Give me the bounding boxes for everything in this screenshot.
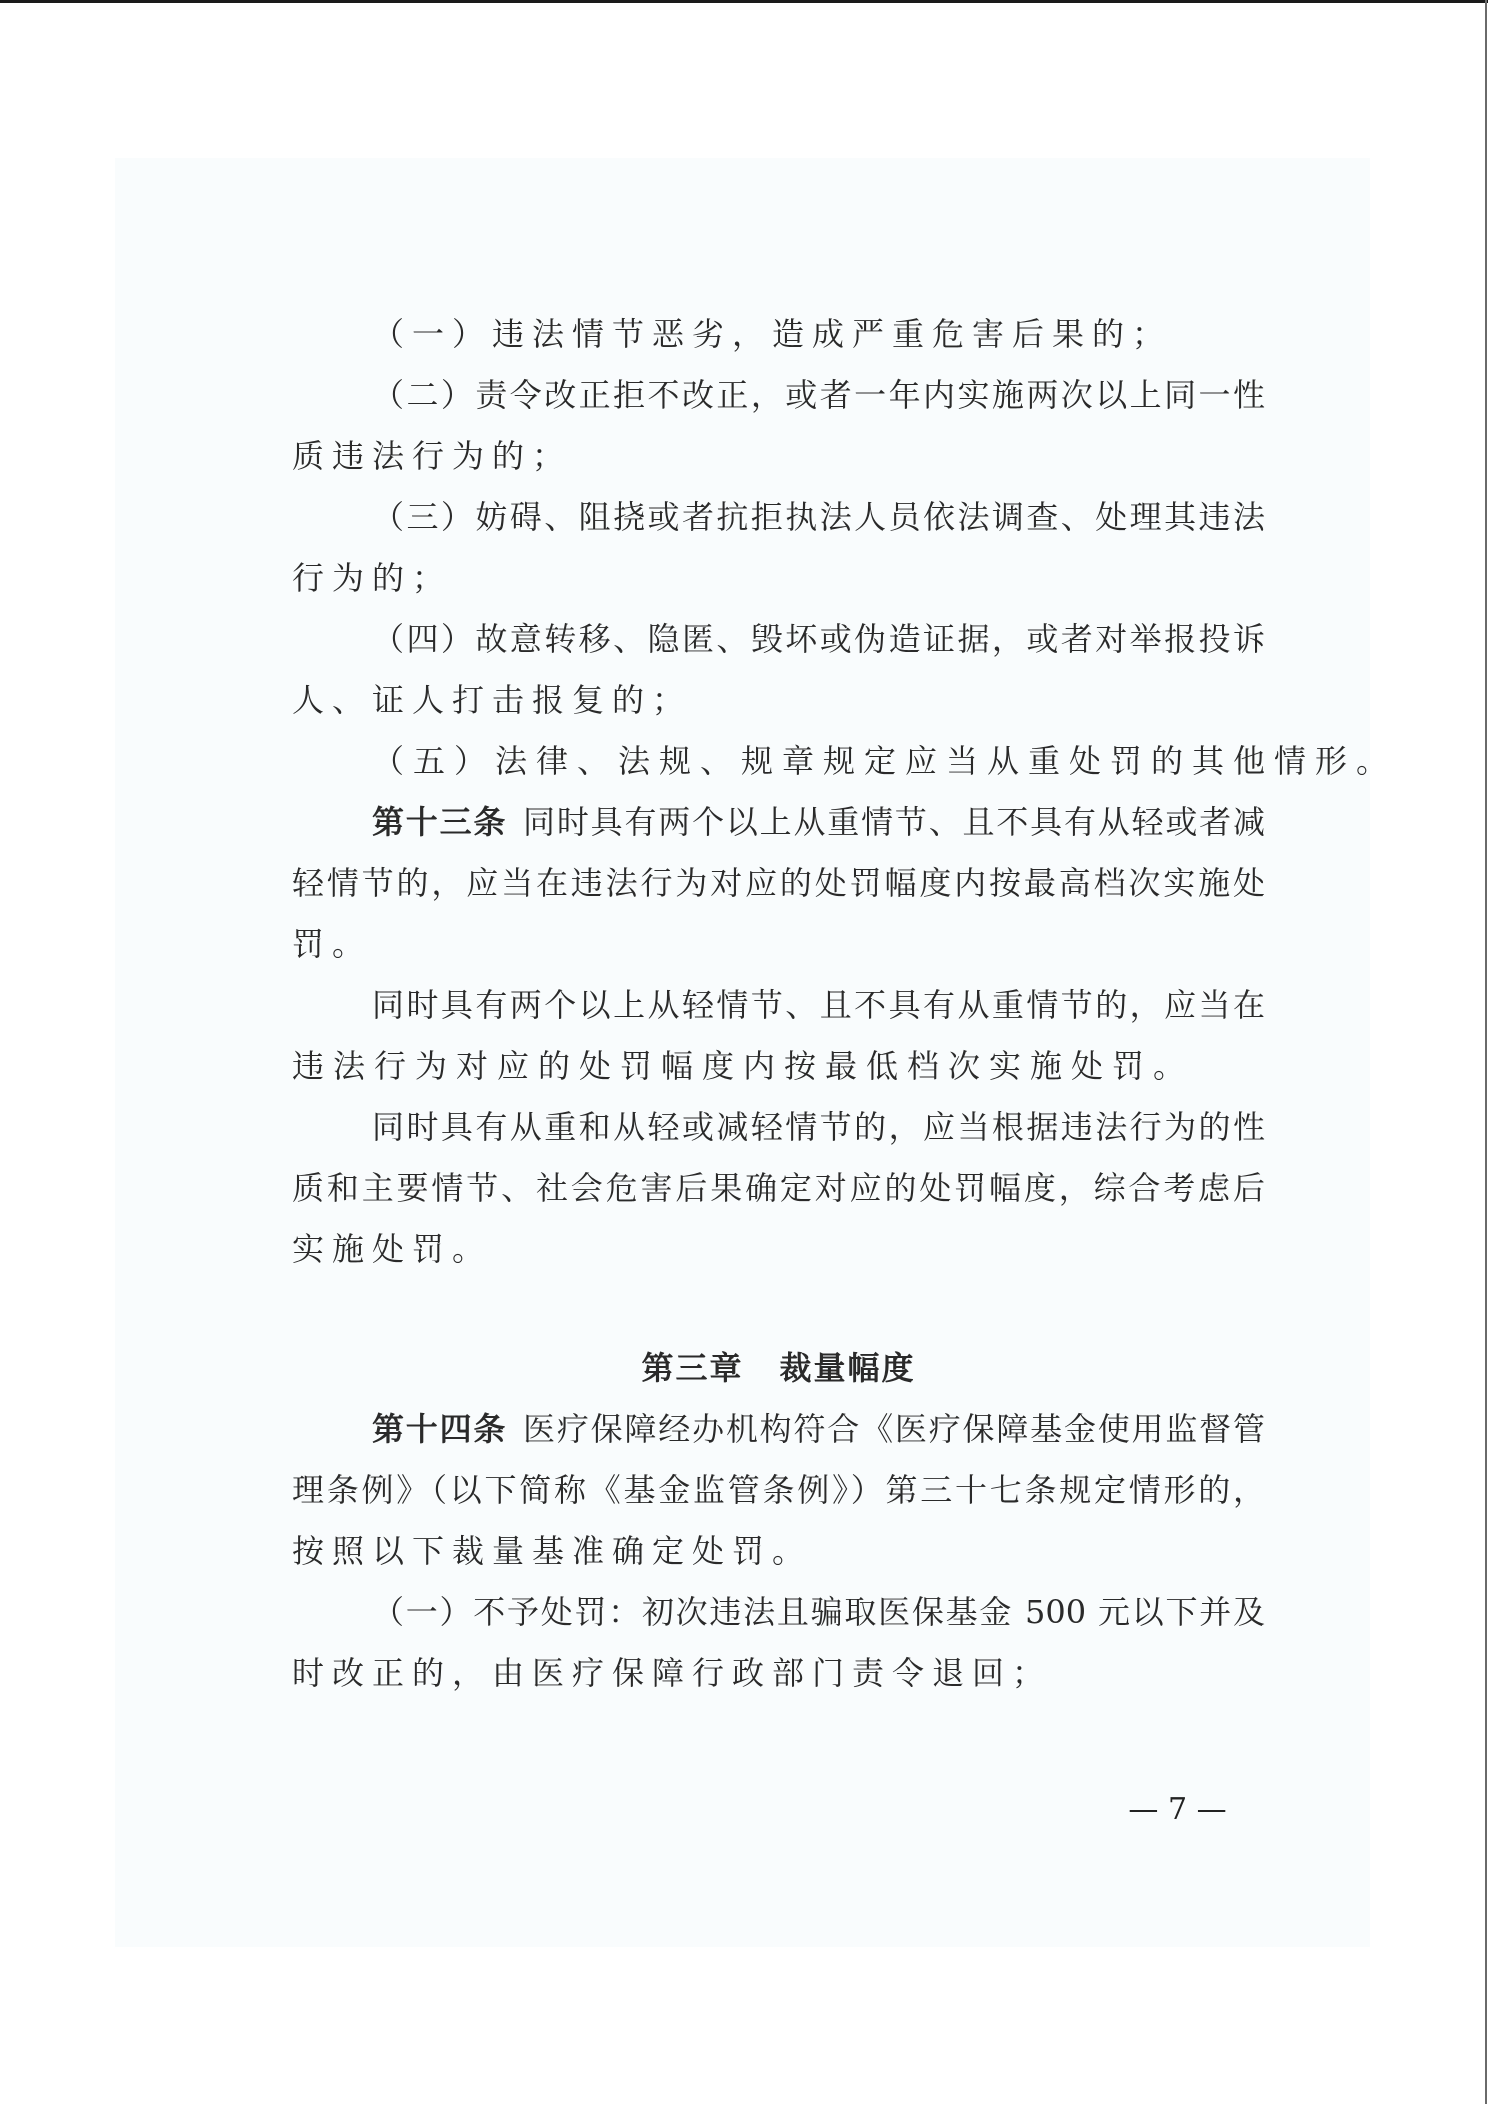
page-number: — 7 — <box>1128 1792 1227 1827</box>
paragraph-line: （四）故意转移、隐匿、毁坏或伪造证据，或者对举报投诉 <box>372 620 1265 658</box>
paragraph-line: 质和主要情节、社会危害后果确定对应的处罚幅度，综合考虑后 <box>292 1169 1265 1207</box>
article-14-first-line <box>372 1409 1265 1449</box>
paragraph-line: 轻情节的，应当在违法行为对应的处罚幅度内按最高档次实施处 <box>292 864 1265 902</box>
paragraph-line: （五）法律、法规、规章规定应当从重处罚的其他情形。 <box>372 742 1398 780</box>
top-border <box>0 0 1488 3</box>
paragraph-line: 质违法行为的； <box>292 437 573 475</box>
paragraph-line: （三）妨碍、阻挠或者抗拒执法人员依法调查、处理其违法 <box>372 498 1265 536</box>
chapter-title: 裁量幅度 <box>779 1349 916 1387</box>
paragraph-line: 同时具有两个以上从轻情节、且不具有从重情节的，应当在 <box>372 986 1265 1024</box>
paragraph-line: 按照以下裁量基准确定处罚。 <box>292 1532 813 1570</box>
paragraph-line: 行为的； <box>292 559 453 597</box>
paragraph-line: （一）不予处罚：初次违法且骗取医保基金 500 元以下并及 <box>372 1593 1265 1631</box>
paragraph-line: 时改正的，由医疗保障行政部门责令退回； <box>292 1654 1053 1692</box>
paragraph-line: 人、证人打击报复的； <box>292 681 693 719</box>
article-label: 第十四条 <box>372 1410 508 1448</box>
paragraph-line: （一）违法情节恶劣，造成严重危害后果的； <box>372 315 1173 353</box>
article-text: 医疗保障经办机构符合《医疗保障基金使用监督管 <box>521 1410 1265 1448</box>
paragraph-line: 罚。 <box>292 925 373 963</box>
article-13-first-line <box>372 802 1265 842</box>
paragraph-line: 实施处罚。 <box>292 1230 493 1268</box>
right-border <box>1485 0 1487 2104</box>
paragraph-line: 同时具有从重和从轻或减轻情节的，应当根据违法行为的性 <box>372 1108 1265 1146</box>
paragraph-line: 理条例》（以下简称《基金监管条例》）第三十七条规定情形的， <box>292 1471 1265 1509</box>
chapter-heading <box>292 1348 1265 1388</box>
paragraph-line: （二）责令改正拒不改正，或者一年内实施两次以上同一性 <box>372 376 1265 414</box>
paragraph-line: 违法行为对应的处罚幅度内按最低档次实施处罚。 <box>292 1047 1195 1085</box>
article-text: 同时具有两个以上从重情节、且不具有从轻或者减 <box>521 803 1265 841</box>
article-label: 第十三条 <box>372 803 508 841</box>
chapter-number: 第三章 <box>641 1349 744 1387</box>
